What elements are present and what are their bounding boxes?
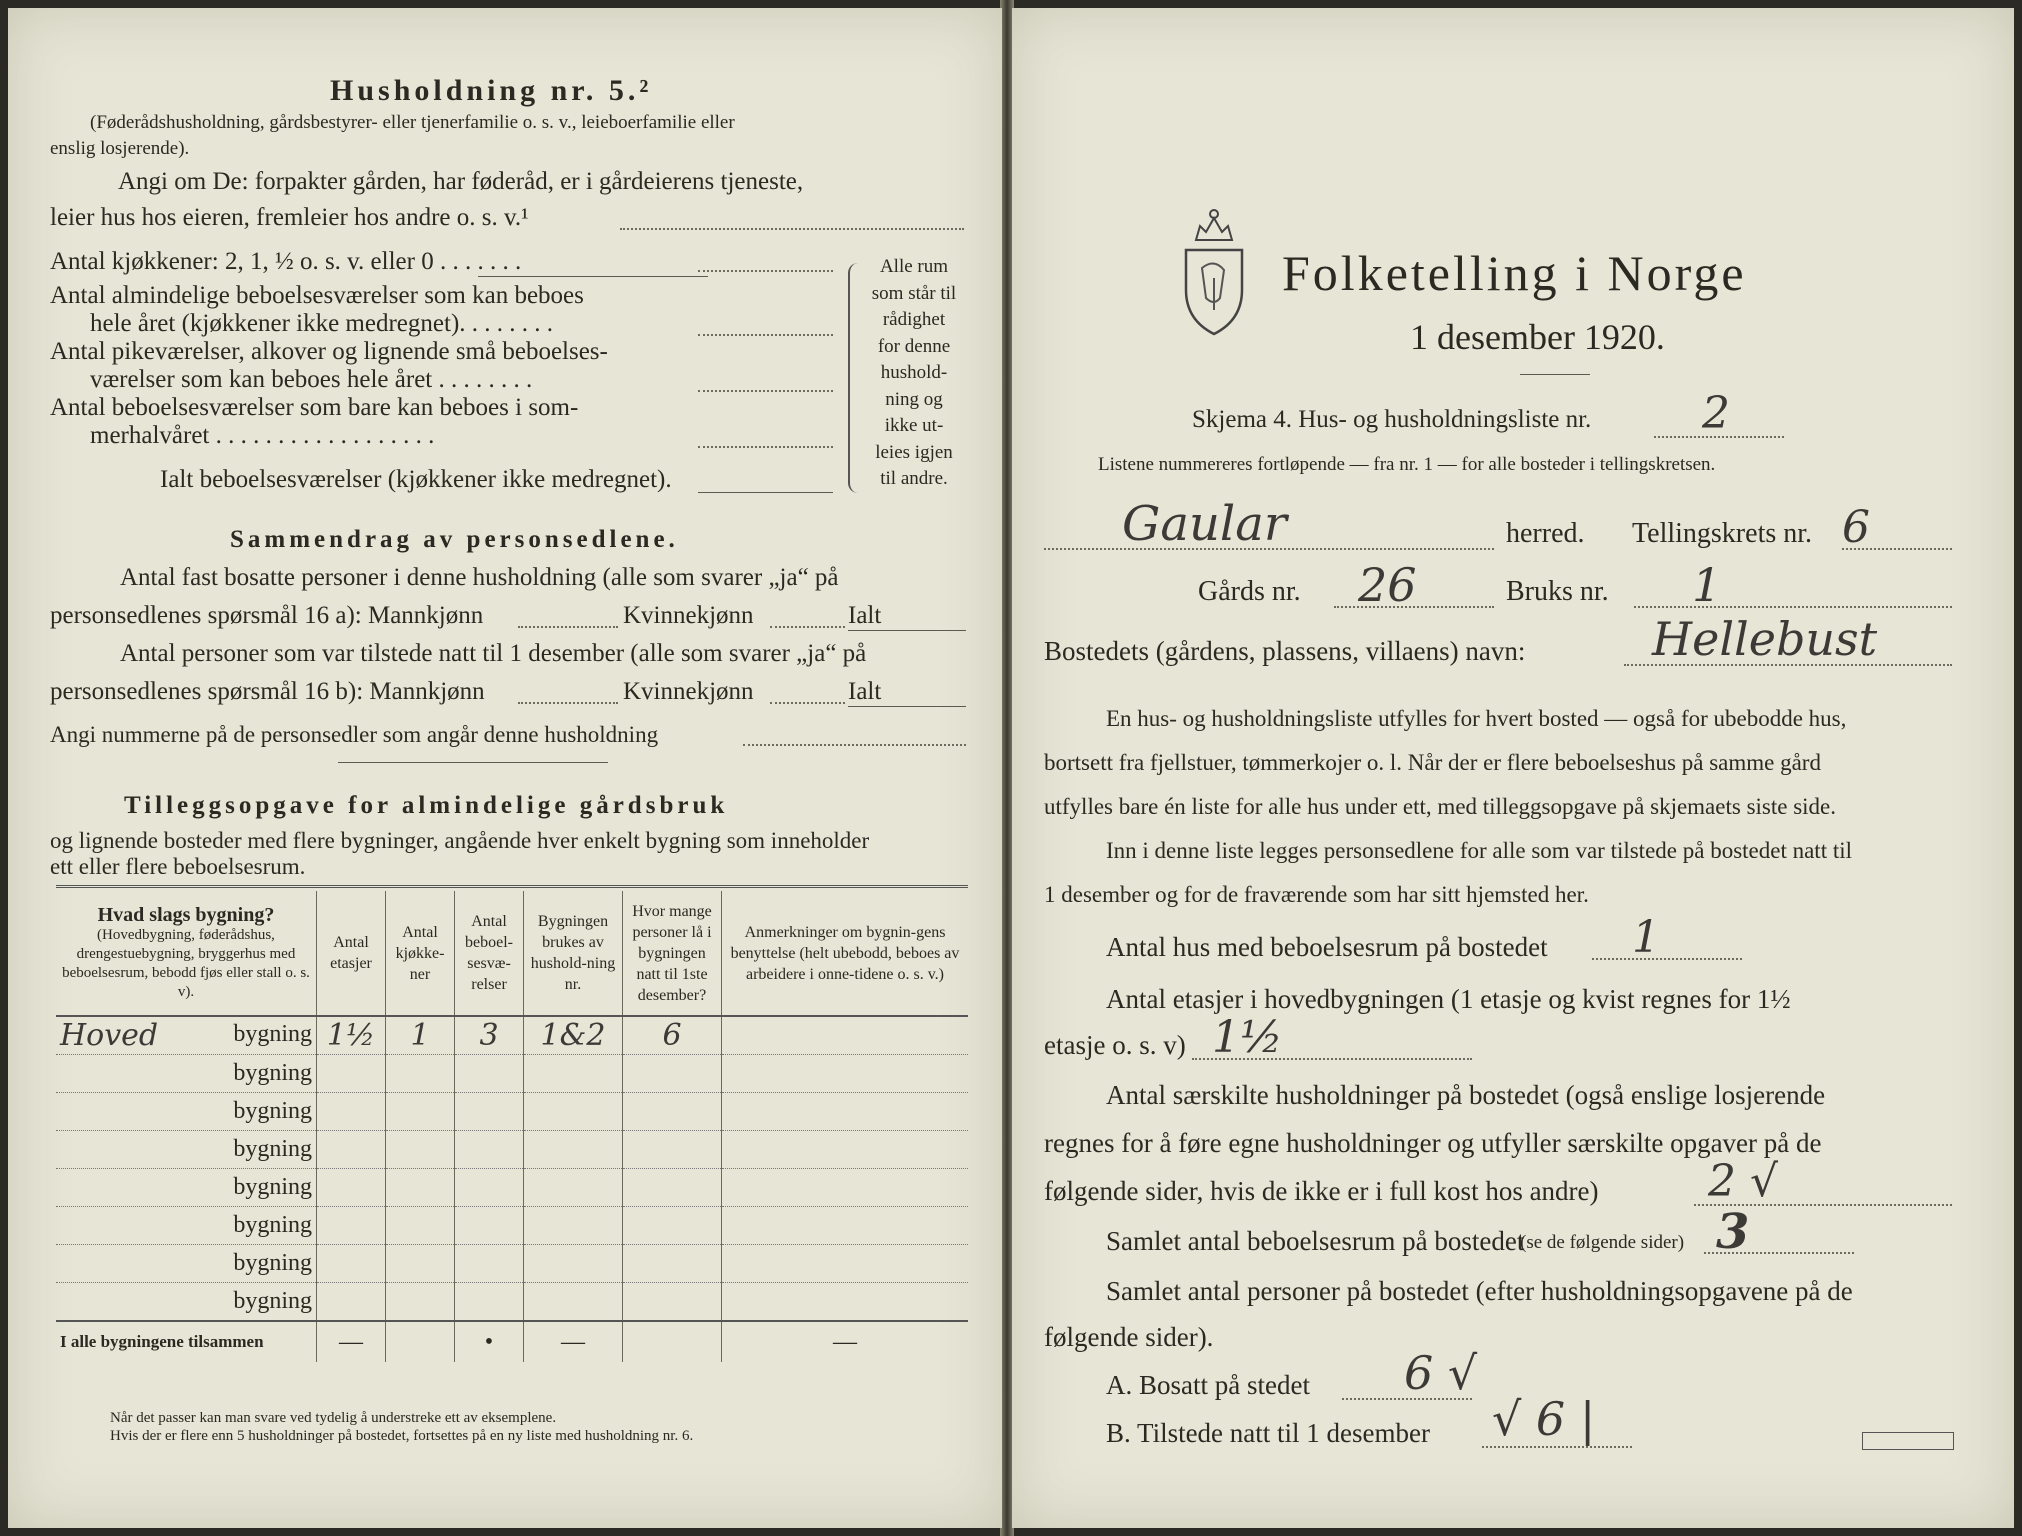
kjokkener-line: Antal kjøkkener: 2, 1, ½ o. s. v. eller 0 . . . . . . .: [50, 248, 522, 275]
fast-mann-answer: [518, 626, 618, 628]
saer-line-2: regnes for å føre egne husholdninger og utfyller særskilte opgaver på de: [1044, 1128, 1822, 1158]
hus-label: Antal hus med beboelsesrum på bostedet: [1106, 932, 1548, 962]
pike-answer: [698, 390, 833, 392]
tillegg-title: Tilleggsopgave for almindelige gårdsbruk: [124, 792, 729, 819]
bruks-label: Bruks nr.: [1506, 576, 1609, 607]
bosatt-value: 6 √: [1404, 1346, 1478, 1400]
personer-cell: [623, 1055, 722, 1093]
table-header-row: [56, 891, 968, 1016]
fast-line-1: Antal fast bosatte personer i denne husholdning (alle som svarer „ja“ på: [120, 564, 839, 591]
vaerelser-cell: [455, 1131, 524, 1169]
gards-line: [1334, 606, 1494, 608]
bygning-label: bygning: [233, 1060, 312, 1086]
building-type-cell: [56, 1245, 317, 1283]
tilstede-b-line: [1482, 1446, 1632, 1448]
brace-note: Alle rum som står til rådighet for denne hushold- ning og ikke ut- leies igjen til andre.: [871, 256, 957, 489]
fast-kvinne-answer: [770, 626, 845, 628]
samlet-rum-line: [1704, 1252, 1854, 1254]
footnote-1: Når det passer kan man svare ved tydelig å understreke ett av eksemplene.: [110, 1410, 557, 1426]
personer-cell: [623, 1131, 722, 1169]
table-row: [56, 1283, 968, 1322]
etasjer-cell: [317, 1245, 386, 1283]
kjokkener-cell: [386, 1207, 455, 1245]
angi-answer-line: [620, 228, 964, 230]
printer-stamp: [1862, 1432, 1954, 1450]
hushold-cell: 1&2: [524, 1016, 623, 1055]
samlet-pers-line-2: følgende sider).: [1044, 1322, 1214, 1352]
kjokkener-cell: 1: [386, 1016, 455, 1055]
etasjer-cell: [317, 1131, 386, 1169]
kjokkener-cell: [386, 1283, 455, 1322]
coat-of-arms-icon: [1174, 198, 1254, 338]
herred-line: [1044, 548, 1494, 550]
etasjer-line-1: Antal etasjer i hovedbygningen (1 etasje og kvist regnes for 1½: [1106, 984, 1791, 1014]
etasjer-answer-line: [1192, 1058, 1472, 1060]
hushold-cell: [524, 1245, 623, 1283]
bygning-label: bygning: [233, 1098, 312, 1124]
main-title: Folketelling i Norge: [1282, 245, 1747, 301]
alm-line-2: hele året (kjøkkener ikke medregnet). . . . . . . .: [90, 310, 554, 337]
bygning-label: bygning: [233, 1136, 312, 1162]
anm-cell: [722, 1169, 969, 1207]
building-type-cell: [56, 1207, 317, 1245]
etasjer-cell: [317, 1093, 386, 1131]
tilstede-line-1: Antal personer som var tilstede natt til 1 desember (alle som svarer „ja“ på: [120, 640, 867, 667]
anm-cell: [722, 1245, 969, 1283]
title-divider: [1520, 374, 1590, 375]
intro-line-1: (Føderådshusholdning, gårdsbestyrer- eller tjenerfamilie o. s. v., leieboerfamilie eller: [90, 112, 735, 133]
tilstede-ialt-label: Ialt: [848, 678, 882, 705]
kjokkener-cell: [386, 1055, 455, 1093]
table-row: [56, 1093, 968, 1131]
samlet-pers-line-1: Samlet antal personer på bostedet (efter husholdningsopgavene på de: [1106, 1276, 1853, 1306]
hus-line: [1592, 958, 1742, 960]
pike-line-1: Antal pikeværelser, alkover og lignende små beboelses-: [50, 338, 608, 365]
bygning-label: bygning: [233, 1174, 312, 1200]
personer-cell: 6: [623, 1016, 722, 1055]
skjema-nr: 2: [1702, 388, 1730, 439]
alm-line-1: Antal almindelige beboelsesværelser som kan beboes: [50, 282, 584, 309]
total-etasjer: —: [317, 1321, 386, 1362]
krets-line: [1842, 548, 1952, 550]
hushold-cell: [524, 1207, 623, 1245]
building-type-cell: [56, 1093, 317, 1131]
fast-line-2: personsedlenes spørsmål 16 a): Mannkjønn: [50, 602, 484, 629]
saer-line-3: følgende sider, hvis de ikke er i full kost hos andre): [1044, 1176, 1599, 1206]
gards-value: 26: [1358, 558, 1417, 612]
kjokkener-underline: [478, 276, 708, 277]
header-anm: Anmerkninger om bygnin-gens benyttelse (helt ubebodd, beboes av arbeidere i onne-tidene o. s. v.): [722, 891, 969, 1016]
bosatt-label: A. Bosatt på stedet: [1106, 1370, 1310, 1400]
gards-label: Gårds nr.: [1198, 576, 1301, 607]
building-type-cell: [56, 1131, 317, 1169]
building-type-cell: [56, 1055, 317, 1093]
table-row: [56, 1016, 968, 1055]
angi-line-2: leier hus hos eieren, fremleier hos andre o. s. v.¹: [50, 204, 529, 231]
total-label: I alle bygningene tilsammen: [56, 1321, 317, 1362]
anm-cell: [722, 1283, 969, 1322]
nummerne-answer: [743, 744, 966, 746]
header-building-type: Hvad slags bygning? (Hovedbygning, føderådshus, drengestuebygning, bryggerhus med beboelsesrum, bebodd fjøs eller stall o. s. v).: [56, 891, 317, 1016]
etasjer-cell: [317, 1283, 386, 1322]
vaerelser-cell: [455, 1055, 524, 1093]
saer-line-1: Antal særskilte husholdninger på bostedet (også enslige losjerende: [1106, 1080, 1826, 1110]
som-line-1: Antal beboelsesværelser som bare kan beboes i som-: [50, 394, 579, 421]
skjema-nr-line: [1654, 436, 1784, 438]
ialt-answer: [698, 492, 833, 493]
census-date: 1 desember 1920.: [1410, 317, 1665, 357]
table-top-rule: [56, 885, 968, 888]
etasjer-line-2: etasje o. s. v): [1044, 1030, 1186, 1060]
bosted-label: Bostedets (gårdens, plassens, villaens) navn:: [1044, 636, 1526, 666]
hus-value: 1: [1632, 912, 1660, 963]
kjokkener-cell: [386, 1131, 455, 1169]
fast-ialt-label: Ialt: [848, 602, 882, 629]
samlet-rum-value: 3: [1716, 1204, 1750, 1260]
table-row: [56, 1131, 968, 1169]
info-line-2: bortsett fra fjellstuer, tømmerkojer o. l. Når der er flere beboelseshus på samme gård: [1044, 750, 1821, 775]
nummerne-line: Angi nummerne på de personsedler som angår denne husholdning: [50, 722, 659, 747]
left-page: [8, 8, 1002, 1528]
info-line-4: Inn i denne liste legges personsedlene for alle som var tilstede på bostedet natt til: [1106, 838, 1853, 863]
bruks-line: [1634, 606, 1952, 608]
etasjer-cell: 1½: [317, 1016, 386, 1055]
hushold-cell: [524, 1169, 623, 1207]
tilstede-kvinne-label: Kvinnekjønn: [623, 678, 754, 705]
samlet-rum-label: Samlet antal beboelsesrum på bostedet: [1106, 1226, 1525, 1256]
kjokkener-answer: [698, 270, 833, 272]
building-type-cell: [56, 1169, 317, 1207]
total-vaerelser: •: [455, 1321, 524, 1362]
table-row: [56, 1169, 968, 1207]
building-table: [56, 891, 968, 1362]
bygning-label: bygning: [233, 1250, 312, 1276]
info-line-5: 1 desember og for de fraværende som har sitt hjemsted her.: [1044, 882, 1589, 907]
bygning-label: bygning: [233, 1020, 312, 1047]
section-divider: [338, 762, 608, 763]
saer-value: 2 √: [1708, 1156, 1779, 1207]
header-hushold: Bygningen brukes av hushold-ning nr.: [524, 891, 623, 1016]
krets-value: 6: [1842, 502, 1870, 553]
hushold-cell: [524, 1055, 623, 1093]
bygning-label: bygning: [233, 1288, 312, 1314]
fast-kvinne-label: Kvinnekjønn: [623, 602, 754, 629]
etasjer-value: 1½: [1212, 1012, 1283, 1063]
ialt-line: Ialt beboelsesværelser (kjøkkener ikke medregnet).: [160, 466, 672, 493]
personer-cell: [623, 1207, 722, 1245]
tilstede-mann-answer: [518, 702, 618, 704]
total-personer: [623, 1321, 722, 1362]
household-title: Husholdning nr. 5.²: [330, 74, 653, 107]
vaerelser-cell: [455, 1283, 524, 1322]
table-row: [56, 1055, 968, 1093]
personer-cell: [623, 1283, 722, 1322]
listene-line: Listene nummereres fortløpende — fra nr. 1 — for alle bosteder i tellingskretsen.: [1098, 454, 1716, 475]
skjema-line: Skjema 4. Hus- og husholdningsliste nr.: [1192, 406, 1592, 433]
bygning-label: bygning: [233, 1212, 312, 1238]
header-vaerelser: Antal beboel-sesvæ-relser: [455, 891, 524, 1016]
vaerelser-cell: [455, 1207, 524, 1245]
info-line-1: En hus- og husholdningsliste utfylles for hvert bosted — også for ubebodde hus,: [1106, 706, 1847, 731]
kjokkener-cell: [386, 1093, 455, 1131]
tilstede-b-value: √ 6 |: [1492, 1392, 1596, 1446]
samlet-rum-note: (se de følgende sider): [1520, 1232, 1685, 1253]
vaerelser-cell: [455, 1169, 524, 1207]
building-type-value: Hoved: [60, 1017, 159, 1053]
som-line-2: merhalvåret . . . . . . . . . . . . . . . . . .: [90, 422, 435, 449]
herred-value: Gaular: [1122, 496, 1287, 552]
bosted-value: Hellebust: [1652, 612, 1878, 666]
info-line-3: utfylles bare én liste for alle hus under ett, med tilleggsopgave på skjemaets siste side.: [1044, 794, 1837, 819]
hushold-cell: [524, 1283, 623, 1322]
footnote-2: Hvis der er flere enn 5 husholdninger på bostedet, fortsettes på en ny liste med husholdning nr. 6.: [110, 1428, 694, 1444]
total-row: [56, 1321, 968, 1362]
alm-answer: [698, 334, 833, 336]
anm-cell: [722, 1093, 969, 1131]
total-hushold: —: [524, 1321, 623, 1362]
vaerelser-cell: [455, 1093, 524, 1131]
tillegg-line-2: ett eller flere beboelsesrum.: [50, 854, 306, 879]
personer-cell: [623, 1093, 722, 1131]
bruks-value: 1: [1692, 558, 1722, 612]
header-etasjer: Antal etasjer: [317, 891, 386, 1016]
bosatt-line: [1342, 1398, 1472, 1400]
angi-line-1: Angi om De: forpakter gården, har føderåd, er i gårdeierens tjeneste,: [118, 168, 804, 195]
building-type-cell: [56, 1283, 317, 1322]
right-page: [1012, 8, 2014, 1528]
vaerelser-cell: [455, 1245, 524, 1283]
herred-label: herred.: [1506, 518, 1585, 549]
anm-cell: [722, 1016, 969, 1055]
table-row: [56, 1207, 968, 1245]
bosted-line: [1624, 664, 1952, 666]
vaerelser-cell: 3: [455, 1016, 524, 1055]
krets-label: Tellingskrets nr.: [1632, 518, 1813, 549]
fast-ialt-answer: [848, 630, 966, 631]
personer-cell: [623, 1169, 722, 1207]
etasjer-cell: [317, 1055, 386, 1093]
tilstede-kvinne-answer: [770, 702, 845, 704]
anm-cell: [722, 1131, 969, 1169]
sammendrag-title: Sammendrag av personsedlene.: [230, 526, 679, 553]
etasjer-cell: [317, 1169, 386, 1207]
brace: [848, 263, 864, 493]
kjokkener-cell: [386, 1169, 455, 1207]
kjokkener-cell: [386, 1245, 455, 1283]
intro-line-2: enslig losjerende).: [50, 138, 190, 159]
total-anm: —: [722, 1321, 969, 1362]
total-kjokkener: [386, 1321, 455, 1362]
header-kjokkener: Antal kjøkke-ner: [386, 891, 455, 1016]
hushold-cell: [524, 1093, 623, 1131]
hushold-cell: [524, 1131, 623, 1169]
som-answer: [698, 446, 833, 448]
tilstede-b-label: B. Tilstede natt til 1 desember: [1106, 1418, 1430, 1448]
anm-cell: [722, 1207, 969, 1245]
tillegg-line-1: og lignende bosteder med flere bygninger, angående hver enkelt bygning som inneholder: [50, 828, 870, 853]
table-row: [56, 1245, 968, 1283]
tilstede-ialt-answer: [848, 706, 966, 707]
anm-cell: [722, 1055, 969, 1093]
header-personer: Hvor mange personer lå i bygningen natt til 1ste desember?: [623, 891, 722, 1016]
etasjer-cell: [317, 1207, 386, 1245]
personer-cell: [623, 1245, 722, 1283]
building-type-cell: [56, 1016, 317, 1055]
pike-line-2: værelser som kan beboes hele året . . . . . . . .: [90, 366, 533, 393]
tilstede-line-2: personsedlenes spørsmål 16 b): Mannkjønn: [50, 678, 485, 705]
